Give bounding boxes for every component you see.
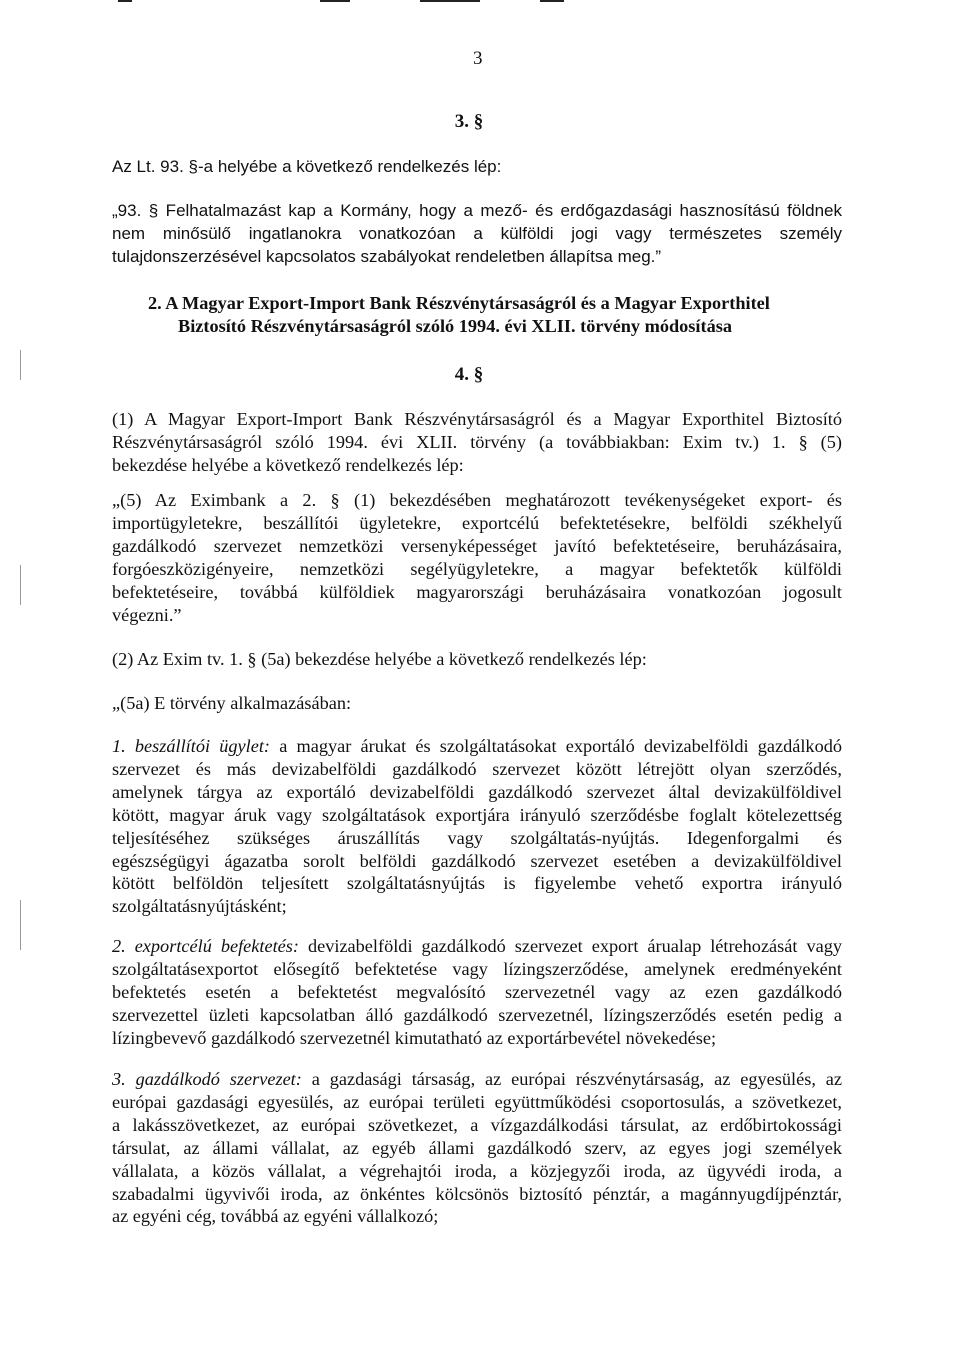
text-line: az egyéni cég, továbbá az egyéni vállalkozó; <box>112 1206 439 1227</box>
scan-mark <box>420 0 480 2</box>
text-line: „93. § Felhatalmazást kap a Kormány, hogy a mező- és erdőgazdasági hasznosítású földnek <box>112 201 842 220</box>
text-line: kötött, magyar áruk vagy szolgáltatások exportjára irányuló szerződésbe foglalt kötelezettség <box>112 804 842 825</box>
definition-3 <box>112 1068 842 1228</box>
text-line: befektetéseire, továbbá külföldiek magyarországi beruházásaira vonatkozóan jogosult <box>112 581 842 602</box>
chapter-2-heading <box>148 292 848 338</box>
text-line: gazdálkodó szervezet nemzetközi versenyképességet javító befektetéseire, beruházásaira, <box>112 535 842 556</box>
section-3-label: 3. § <box>454 111 484 132</box>
scan-mark <box>118 0 132 2</box>
text-line: teljesítéséhez szükséges áruszállítás vagy szolgáltatás-nyújtás. Idegenforgalmi és <box>112 827 842 848</box>
scan-edge-line <box>20 565 21 605</box>
text-line: végezni.” <box>112 604 182 625</box>
chapter-heading-line: 2. A Magyar Export-Import Bank Részvénytársaságról és a Magyar Exporthitel <box>148 293 770 313</box>
definition-1 <box>112 735 842 918</box>
scan-edge-line <box>20 900 21 950</box>
definition-term: 3. gazdálkodó szervezet: <box>112 1069 302 1089</box>
definition-2 <box>112 935 842 1050</box>
text-line: vállalata, a közös vállalat, a végrehajtói iroda, a közjegyzői iroda, az ügyvédi iroda, a <box>112 1160 842 1181</box>
page-number: 3 <box>473 48 483 69</box>
text-line: a lakásszövetkezet, az európai szövetkezet, a vízgazdálkodási társulat, az erdőbirtokossági <box>112 1114 842 1135</box>
text-line: szabadalmi ügyvivői iroda, az önkéntes kölcsönös biztosító pénztár, a magánnyugdíjpénztár, <box>112 1183 842 1204</box>
text-line: szervezet és más devizabelföldi gazdálkodó szervezet között létrejött olyan szerződés, <box>112 758 842 779</box>
text-line: befektetés esetén a befektetést megvalósító szervezetnél vagy az ezen gazdálkodó <box>112 981 842 1002</box>
text-line: forgóeszközigényeire, nemzetközi segélyügyletekre, a magyar befektetők külföldi <box>112 558 842 579</box>
section-4-paragraph-2: (2) Az Exim tv. 1. § (5a) bekezdése helyébe a következő rendelkezés lép: <box>112 649 647 669</box>
section-4-label: 4. § <box>454 364 484 385</box>
definition-term: 1. beszállítói ügylet: <box>112 736 271 756</box>
text-line: európai gazdasági egyesülés, az európai területi együttműködési csoportosulás, a szövetkezet, <box>112 1091 842 1112</box>
text-line: amelynek tárgya az exportáló devizabelföldi gazdálkodó szervezet által devizakülföldivel <box>112 781 842 802</box>
text-line: (1) A Magyar Export-Import Bank Részvénytársaságról és a Magyar Exporthitel Biztosító <box>112 409 842 429</box>
section-3-intro: Az Lt. 93. §-a helyébe a következő rendelkezés lép: <box>112 157 502 176</box>
section-4-paragraph-1 <box>112 408 842 477</box>
text-line: devizabelföldi gazdálkodó szervezet export árualap létrehozását vagy <box>298 936 842 956</box>
text-line: szolgáltatásnyújtásként; <box>112 896 287 917</box>
scan-mark <box>540 0 564 2</box>
text-line: kötött belföldön teljesített szolgáltatásnyújtás is figyelembe vehető exportra irányuló <box>112 873 842 894</box>
text-line: importügyletekre, beszállítói ügyletekre, exportcélú befektetésekre, belföldi székhelyű <box>112 512 842 533</box>
paragraph-5a-intro: „(5a) E törvény alkalmazásában: <box>112 693 352 713</box>
text-line: lízingbevevő gazdálkodó szervezetnél kimutatható az exportárbevétel növekedése; <box>112 1027 717 1048</box>
scan-edge-line <box>20 350 21 380</box>
scan-mark <box>320 0 350 2</box>
text-line: szervezettel üzleti kapcsolatban álló gazdálkodó szervezetnél, lízingszerződés esetén pedig a <box>112 1004 842 1025</box>
definition-term: 2. exportcélú befektetés: <box>112 936 299 956</box>
text-line: egészségügyi ágazatba sorolt belföldi gazdálkodó szervezet esetében a devizakülföldivel <box>112 850 842 871</box>
text-line: a magyar árukat és szolgáltatásokat exportáló devizabelföldi gazdálkodó <box>270 736 842 756</box>
text-line: nem minősülő ingatlanokra vonatkozóan a külföldi jogi vagy természetes személy <box>112 224 842 243</box>
text-line: bekezdése helyébe a következő rendelkezés lép: <box>112 454 464 475</box>
text-line: társulat, az állami vállalat, az egyéb állami gazdálkodó szerv, az egyes jogi személyek <box>112 1137 842 1158</box>
chapter-heading-line: Biztosító Részvénytársaságról szóló 1994. évi XLII. törvény módosítása <box>178 316 732 336</box>
text-line: Részvénytársaságról szóló 1994. évi XLII. törvény (a továbbiakban: Exim tv.) 1. § (5) <box>112 431 842 452</box>
text-line: a gazdasági társaság, az európai részvénytársaság, az egyesülés, az <box>301 1069 842 1089</box>
text-line: szolgáltatásexportot elősegítő befektetése vagy lízingszerződése, amelynek eredményeként <box>112 958 842 979</box>
eximbank-paragraph-5 <box>112 489 842 626</box>
section-93-paragraph <box>112 199 842 268</box>
text-line: „(5) Az Eximbank a 2. § (1) bekezdésében meghatározott tevékenységeket export- és <box>112 490 842 510</box>
text-line: tulajdonszerzésével kapcsolatos szabályokat rendeletben állapítsa meg.” <box>112 247 662 266</box>
